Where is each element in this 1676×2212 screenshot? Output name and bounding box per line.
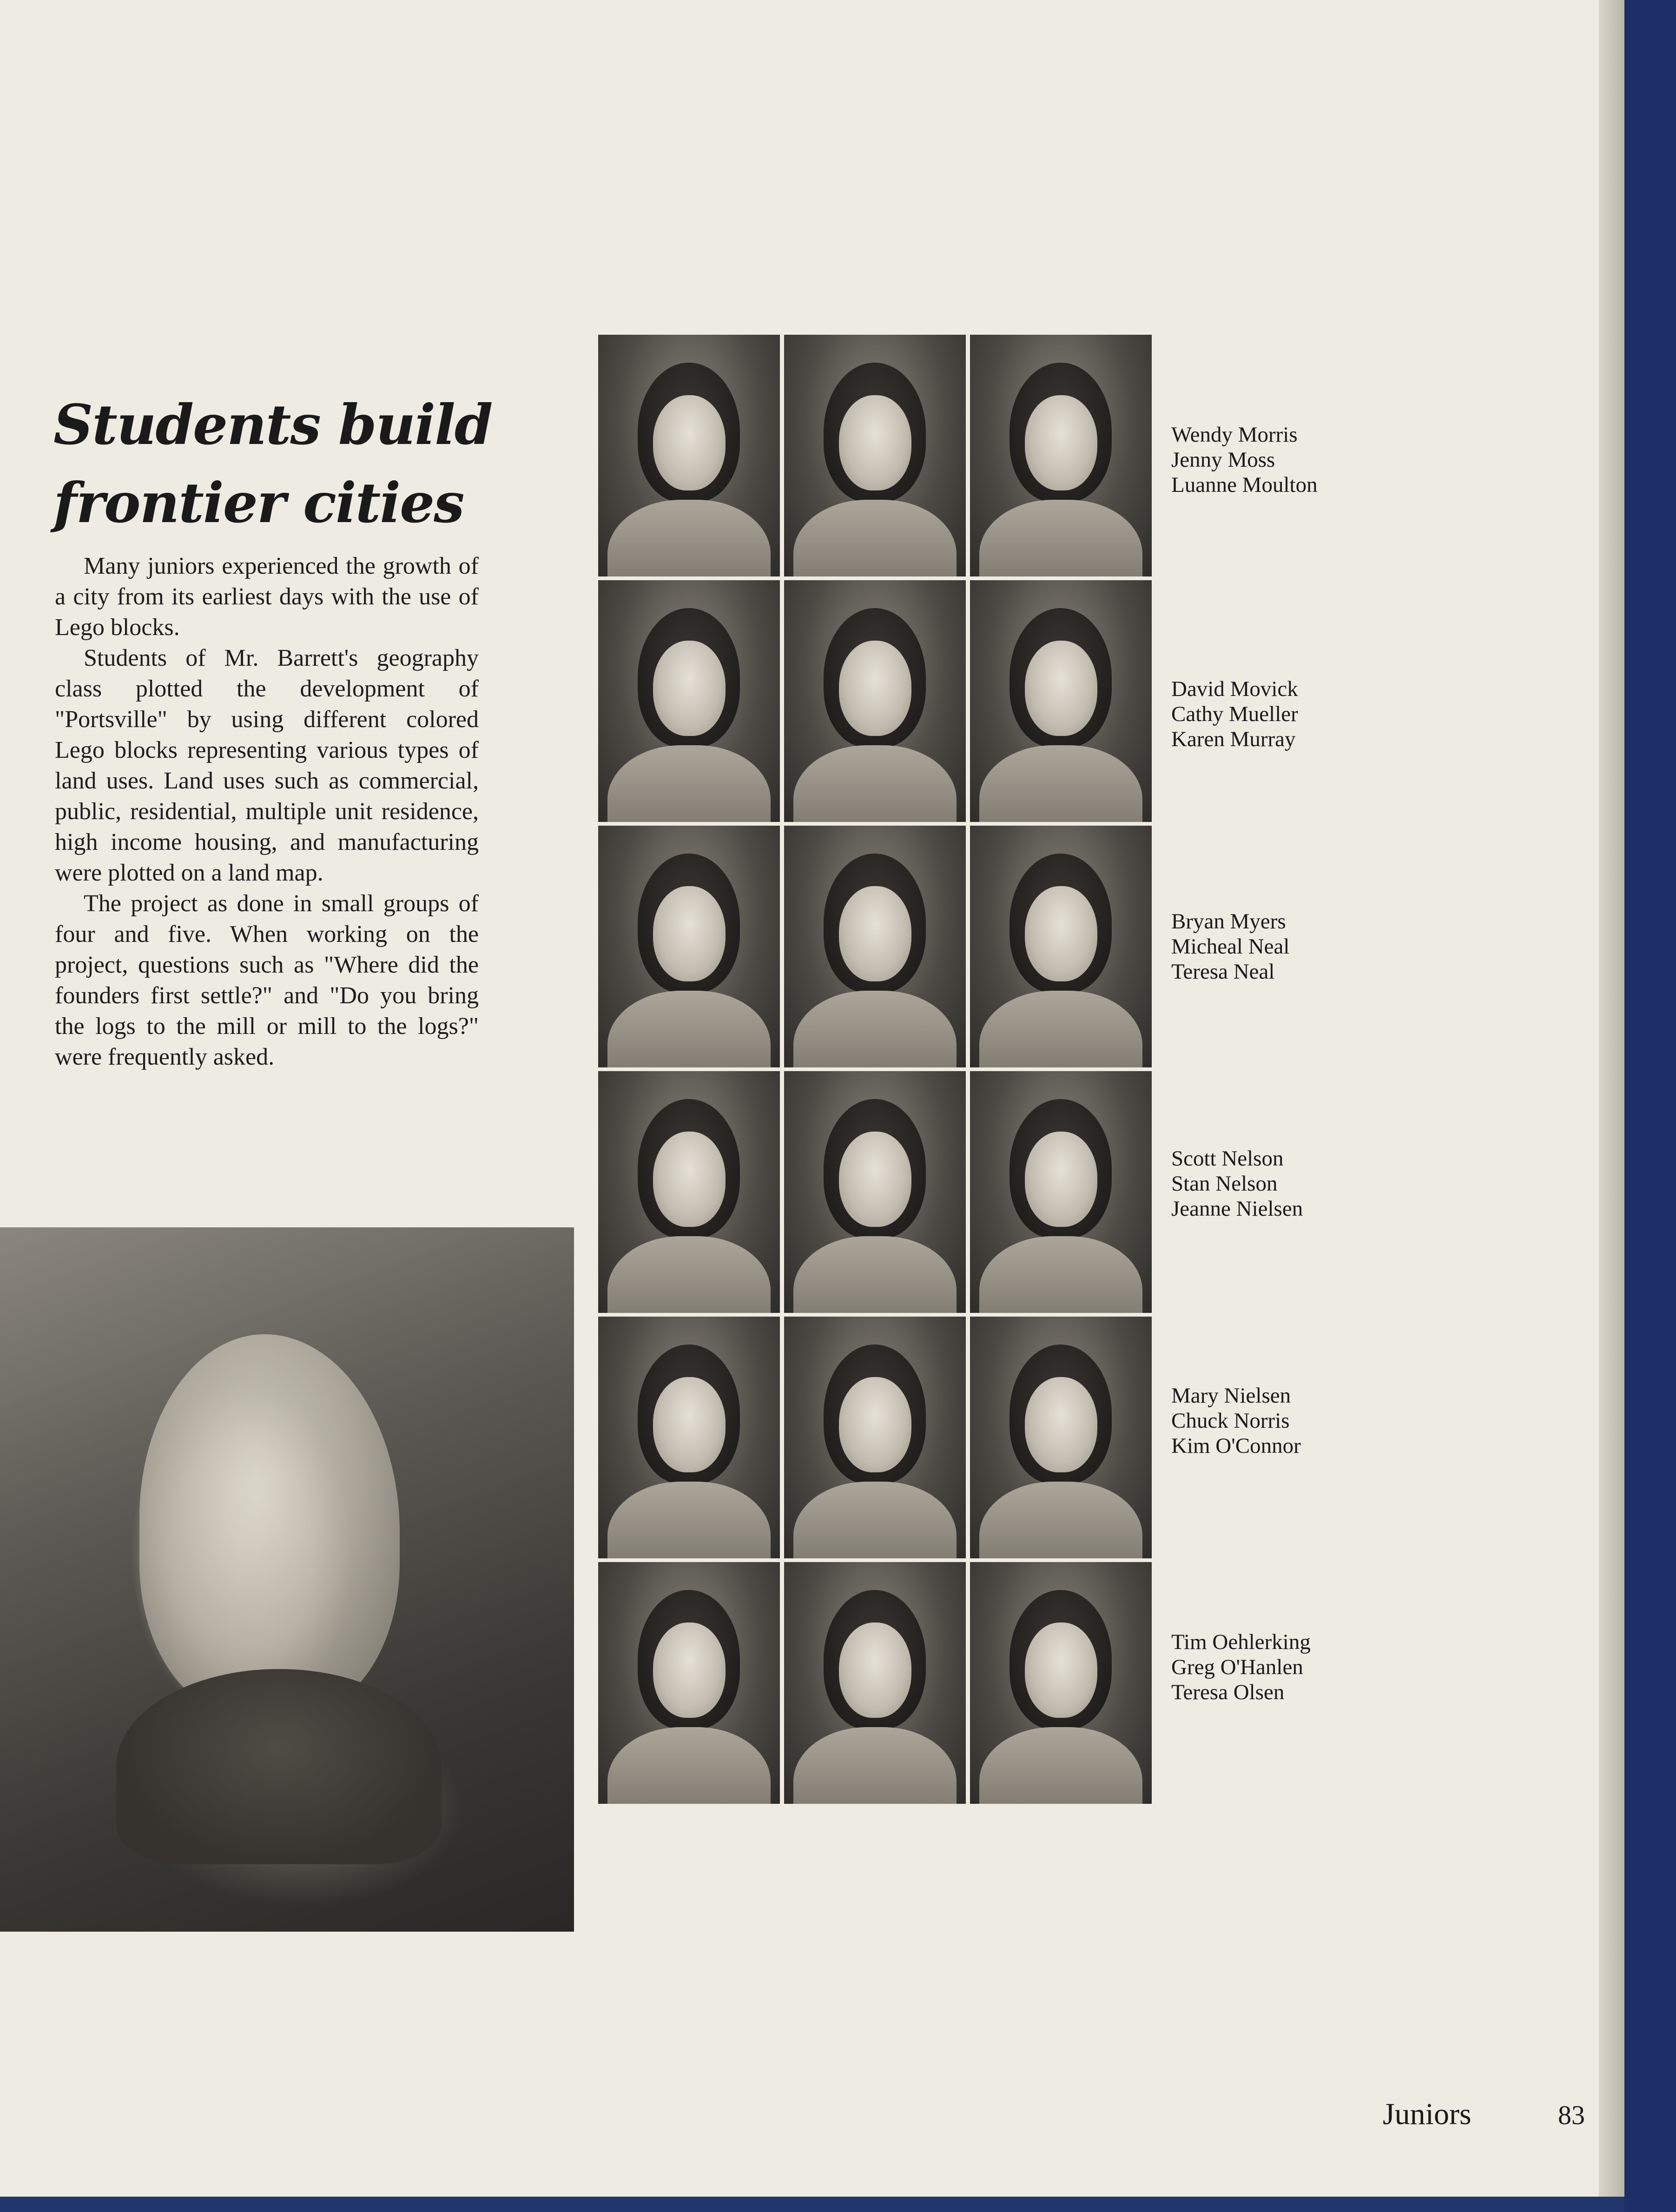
portrait-photo bbox=[598, 1562, 780, 1804]
portrait-photo bbox=[970, 580, 1152, 822]
student-name: Jenny Moss bbox=[1171, 448, 1275, 472]
page-edge-shadow bbox=[1599, 0, 1624, 2197]
student-name: Teresa Neal bbox=[1171, 960, 1275, 984]
portrait-photo bbox=[598, 335, 780, 576]
book-cover-edge bbox=[0, 2197, 1624, 2212]
article-paragraph: The project as done in small groups of four and five. When working on the project, questions such as "Where did the founders first settle?" and "Do you bring the logs to the mill or mill to the logs?" were frequently asked. bbox=[55, 890, 479, 1070]
article-body bbox=[55, 551, 479, 1073]
name-caption-row-1 bbox=[1171, 422, 1366, 497]
portrait-grid bbox=[598, 335, 1152, 1804]
student-name: Mary Nielsen bbox=[1171, 1384, 1291, 1408]
portrait-photo bbox=[784, 335, 966, 576]
student-name: Jeanne Nielsen bbox=[1171, 1197, 1303, 1221]
portrait-photo bbox=[598, 1317, 780, 1558]
student-name: Stan Nelson bbox=[1171, 1172, 1278, 1196]
portrait-photo bbox=[970, 1317, 1152, 1558]
student-name: Chuck Norris bbox=[1171, 1409, 1290, 1433]
article-paragraph: Many juniors experienced the growth of a city from its earliest days with the use of Lego blocks. bbox=[55, 553, 479, 641]
book-binding bbox=[1624, 0, 1676, 2212]
portrait-photo bbox=[784, 580, 966, 822]
portrait-photo bbox=[970, 826, 1152, 1067]
student-name: David Movick bbox=[1171, 677, 1298, 701]
student-name: Cathy Mueller bbox=[1171, 702, 1298, 726]
portrait-photo bbox=[784, 826, 966, 1067]
candid-classroom-photo bbox=[0, 1227, 574, 1932]
student-name: Scott Nelson bbox=[1171, 1146, 1284, 1171]
student-name: Karen Murray bbox=[1171, 727, 1296, 751]
student-name: Tim Oehlerking bbox=[1171, 1630, 1311, 1654]
portrait-photo bbox=[598, 580, 780, 822]
portrait-photo bbox=[598, 1071, 780, 1313]
student-name: Luanne Moulton bbox=[1171, 473, 1318, 497]
student-name: Micheal Neal bbox=[1171, 934, 1290, 959]
portrait-photo bbox=[598, 826, 780, 1067]
name-caption-row-5 bbox=[1171, 1383, 1366, 1458]
student-figure bbox=[139, 1334, 400, 1715]
student-name: Teresa Olsen bbox=[1171, 1680, 1285, 1704]
student-name: Greg O'Hanlen bbox=[1171, 1655, 1303, 1679]
portrait-photo bbox=[970, 1562, 1152, 1804]
headline-line-1: Students build bbox=[53, 392, 492, 457]
name-caption-row-3 bbox=[1171, 909, 1366, 984]
student-name: Kim O'Connor bbox=[1171, 1434, 1301, 1458]
portrait-photo bbox=[784, 1317, 966, 1558]
name-caption-row-6 bbox=[1171, 1629, 1366, 1705]
student-name: Wendy Morris bbox=[1171, 423, 1298, 447]
article-paragraph: Students of Mr. Barrett's geography class plotted the development of "Portsville" by using different colored Lego blocks representing various types of land uses. Land uses such as commercial, public, residential, multiple unit residence, high income housing, and manufacturing were plotted on a land map. bbox=[55, 645, 479, 886]
portrait-photo bbox=[784, 1562, 966, 1804]
portrait-photo bbox=[784, 1071, 966, 1313]
student-name: Bryan Myers bbox=[1171, 909, 1286, 934]
student-arm bbox=[116, 1669, 442, 1864]
portrait-photo bbox=[970, 335, 1152, 576]
portrait-photo bbox=[970, 1071, 1152, 1313]
footer-section-label: Juniors bbox=[1383, 2097, 1471, 2131]
page-number: 83 bbox=[1558, 2100, 1585, 2130]
headline-line-2: frontier cities bbox=[53, 470, 464, 535]
article-headline bbox=[53, 386, 518, 542]
name-caption-row-4 bbox=[1171, 1146, 1366, 1221]
name-caption-row-2 bbox=[1171, 676, 1366, 752]
